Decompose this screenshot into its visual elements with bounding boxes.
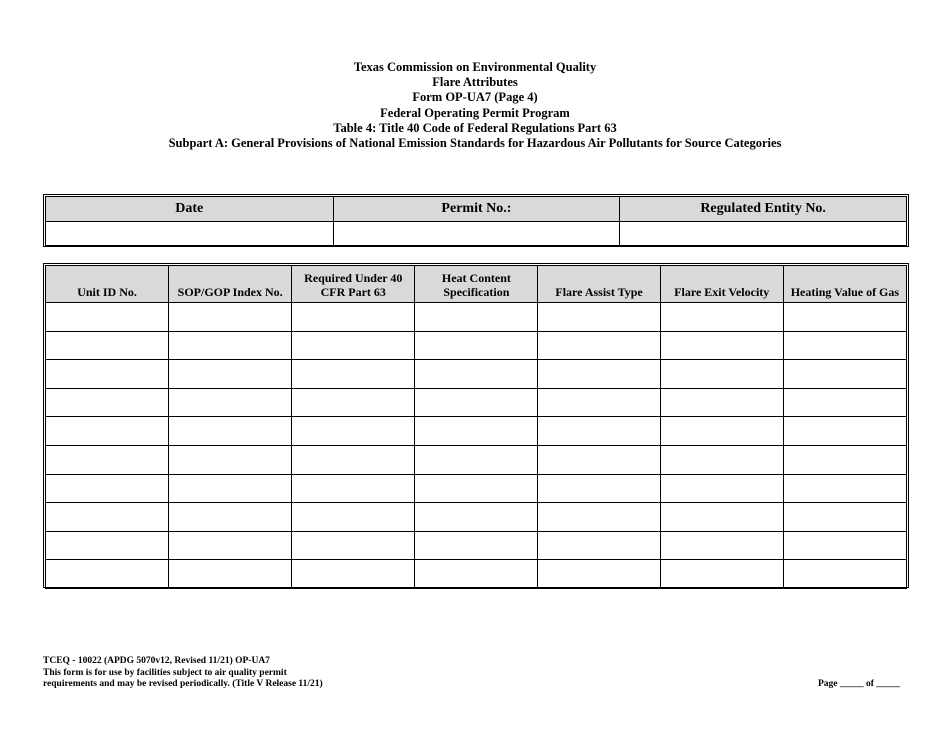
permit-number-header: Permit No.: [333,197,620,222]
sop-gop-index-cell[interactable] [169,417,292,446]
heating-value-cell[interactable] [783,474,906,503]
required-under-cell[interactable] [292,503,415,532]
form-title: Flare Attributes [432,75,518,90]
flare-exit-velocity-cell[interactable] [660,531,783,560]
form-id-line: TCEQ - 10022 (APDG 5070v12, Revised 11/21) OP-UA7 [43,656,270,666]
table-row [46,503,907,532]
heat-content-cell[interactable] [415,474,538,503]
heating-value-header: Heating Value of Gas [783,266,906,303]
heat-content-header: Heat Content Specification [415,266,538,303]
flare-assist-type-cell[interactable] [538,474,660,503]
usage-note-line-1: This form is for use by facilities subject to air quality permit [43,667,287,678]
page-number: Page _____ of _____ [818,679,901,689]
table-body [46,303,907,589]
unit-id-cell[interactable] [46,303,169,332]
required-under-cell[interactable] [292,360,415,389]
table-row [46,388,907,417]
heat-content-cell[interactable] [415,445,538,474]
flare-assist-type-header: Flare Assist Type [538,266,660,303]
program-title: Federal Operating Permit Program [380,105,570,120]
identification-table [43,194,909,247]
unit-id-cell[interactable] [46,417,169,446]
agency-title: Texas Commission on Environmental Quality [353,60,597,74]
heating-value-cell[interactable] [783,417,906,446]
unit-id-header: Unit ID No. [46,266,169,303]
heat-content-cell[interactable] [415,303,538,332]
required-under-cell[interactable] [292,531,415,560]
flare-exit-velocity-header: Flare Exit Velocity [660,266,783,303]
flare-exit-velocity-cell[interactable] [660,331,783,360]
form-footer [43,656,323,691]
unit-id-cell[interactable] [46,445,169,474]
heat-content-cell[interactable] [415,531,538,560]
table-title: Table 4: Title 40 Code of Federal Regulations Part 63 [333,120,617,135]
heating-value-cell[interactable] [783,503,906,532]
form-header [0,60,950,151]
required-under-header: Required Under 40 CFR Part 63 [292,266,415,303]
sop-gop-index-cell[interactable] [169,503,292,532]
sop-gop-index-header: SOP/GOP Index No. [169,266,292,303]
table-row [46,445,907,474]
table-row [46,331,907,360]
sop-gop-index-cell[interactable] [169,303,292,332]
permit-number-field[interactable] [333,222,620,246]
flare-assist-type-cell[interactable] [538,360,660,389]
flare-assist-type-cell[interactable] [538,303,660,332]
required-under-cell[interactable] [292,417,415,446]
heating-value-cell[interactable] [783,388,906,417]
unit-id-cell[interactable] [46,474,169,503]
flare-assist-type-cell[interactable] [538,417,660,446]
flare-exit-velocity-cell[interactable] [660,303,783,332]
regulated-entity-field[interactable] [620,222,907,246]
table-row [46,560,907,589]
sop-gop-index-cell[interactable] [169,445,292,474]
flare-exit-velocity-cell[interactable] [660,417,783,446]
required-under-cell[interactable] [292,445,415,474]
sop-gop-index-cell[interactable] [169,474,292,503]
required-under-cell[interactable] [292,331,415,360]
table-row [46,360,907,389]
date-header: Date [46,197,334,222]
table-row [46,531,907,560]
flare-attributes-table [43,263,909,588]
heating-value-cell[interactable] [783,531,906,560]
required-under-cell[interactable] [292,474,415,503]
unit-id-cell[interactable] [46,388,169,417]
heating-value-cell[interactable] [783,331,906,360]
unit-id-cell[interactable] [46,560,169,589]
required-under-cell[interactable] [292,388,415,417]
flare-assist-type-cell[interactable] [538,331,660,360]
heat-content-cell[interactable] [415,417,538,446]
sop-gop-index-cell[interactable] [169,360,292,389]
flare-assist-type-cell[interactable] [538,503,660,532]
flare-assist-type-cell[interactable] [538,560,660,589]
heat-content-cell[interactable] [415,388,538,417]
date-field[interactable] [46,222,334,246]
sop-gop-index-cell[interactable] [169,388,292,417]
heating-value-cell[interactable] [783,360,906,389]
table-row [46,474,907,503]
flare-exit-velocity-cell[interactable] [660,503,783,532]
usage-note-line-2: requirements and may be revised periodically. (Title V Release 11/21) [43,679,323,689]
flare-assist-type-cell[interactable] [538,388,660,417]
flare-exit-velocity-cell[interactable] [660,560,783,589]
heating-value-cell[interactable] [783,560,906,589]
regulated-entity-header: Regulated Entity No. [620,197,907,222]
table-row [46,417,907,446]
unit-id-cell[interactable] [46,331,169,360]
required-under-cell[interactable] [292,303,415,332]
heat-content-cell[interactable] [415,360,538,389]
sop-gop-index-cell[interactable] [169,331,292,360]
flare-assist-type-cell[interactable] [538,445,660,474]
heating-value-cell[interactable] [783,303,906,332]
flare-exit-velocity-cell[interactable] [660,445,783,474]
column-header-row [46,266,907,303]
form-number: Form OP-UA7 (Page 4) [412,90,538,105]
heating-value-cell[interactable] [783,445,906,474]
unit-id-cell[interactable] [46,360,169,389]
subpart-title: Subpart A: General Provisions of National Emission Standards for Hazardous Air Pollutants for Source Categories [168,136,782,151]
flare-exit-velocity-cell[interactable] [660,474,783,503]
required-under-cell[interactable] [292,560,415,589]
flare-exit-velocity-cell[interactable] [660,360,783,389]
heat-content-cell[interactable] [415,560,538,589]
heat-content-cell[interactable] [415,503,538,532]
sop-gop-index-cell[interactable] [169,560,292,589]
unit-id-cell[interactable] [46,531,169,560]
table-row [46,303,907,332]
flare-assist-type-cell[interactable] [538,531,660,560]
flare-exit-velocity-cell[interactable] [660,388,783,417]
unit-id-cell[interactable] [46,503,169,532]
sop-gop-index-cell[interactable] [169,531,292,560]
heat-content-cell[interactable] [415,331,538,360]
